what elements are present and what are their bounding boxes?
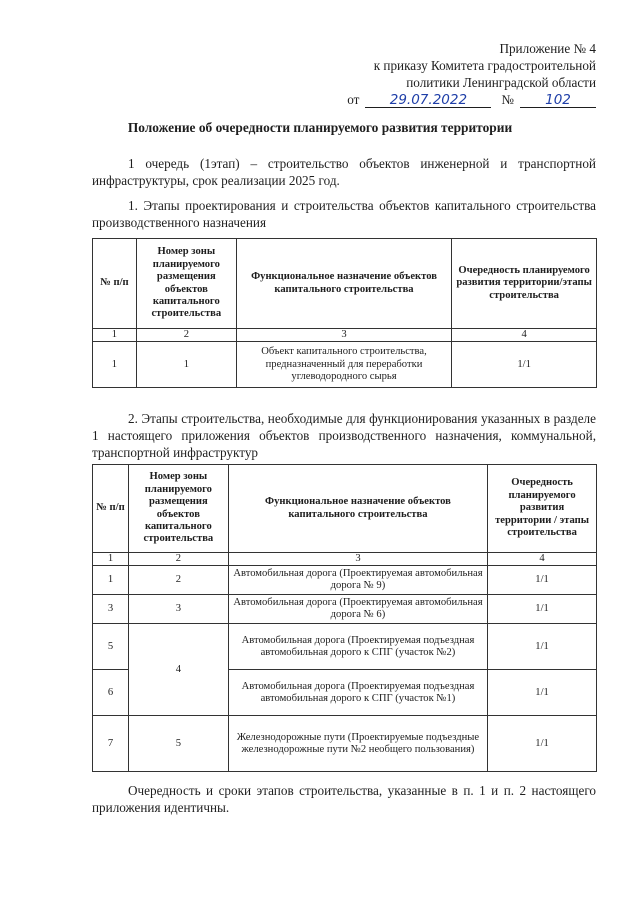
table-stage-2 <box>92 464 597 772</box>
order-number: 102 <box>520 93 596 108</box>
row-zone-merged: 4 <box>128 624 228 716</box>
order-date-line <box>347 91 596 108</box>
document-title: Положение об очередности планируемого развития территории <box>127 120 513 135</box>
table-2-colnum: 4 <box>488 553 597 566</box>
row-function: Автомобильная дорога (Проектируемая подъездная автомобильная дорого к СПГ (участок №2) <box>228 624 487 670</box>
row-function: Объект капитального строительства, предназначенный для переработки углеводородного сырья <box>236 342 451 388</box>
table-row <box>93 624 597 670</box>
row-function: Автомобильная дорога (Проектируемая автомобильная дорога № 9) <box>228 566 487 595</box>
table-2-header-function: Функциональное назначение объектов капитального строительства <box>228 465 487 553</box>
table-1-colnum: 1 <box>93 329 137 342</box>
appendix-line-3: политики Ленинградской области <box>406 75 596 90</box>
row-num: 1 <box>93 342 137 388</box>
table-2-header-num: № п/п <box>93 465 129 553</box>
table-1-colnum: 3 <box>236 329 451 342</box>
row-num: 1 <box>93 566 129 595</box>
row-zone: 3 <box>128 595 228 624</box>
table-1-header-stage: Очередность планируемого развития территории/этапы строительства <box>452 239 597 329</box>
table-1-colnum: 4 <box>452 329 597 342</box>
row-zone: 1 <box>136 342 236 388</box>
table-1-header-num: № п/п <box>93 239 137 329</box>
row-num: 7 <box>93 716 129 772</box>
appendix-line-2: к приказу Комитета градостроительной <box>373 58 596 73</box>
row-zone: 2 <box>128 566 228 595</box>
row-stage: 1/1 <box>488 624 597 670</box>
row-zone: 5 <box>128 716 228 772</box>
row-stage: 1/1 <box>488 595 597 624</box>
closing-paragraph: Очередность и сроки этапов строительства, указанные в п. 1 и п. 2 настоящего приложения идентичны. <box>92 783 596 815</box>
row-function: Автомобильная дорога (Проектируемая автомобильная дорога № 6) <box>228 595 487 624</box>
table-row <box>93 566 597 595</box>
number-prefix: № <box>501 92 514 107</box>
intro-paragraph: 1 очередь (1этап) – строительство объектов инженерной и транспортной инфраструктуры, срок реализации 2025 год. <box>92 156 596 188</box>
row-function: Железнодорожные пути (Проектируемые подъездные железнодорожные пути №2 необщего пользования) <box>228 716 487 772</box>
date-prefix: от <box>347 92 360 107</box>
table-2-header-row <box>93 465 597 553</box>
appendix-line-1: Приложение № 4 <box>499 41 596 56</box>
row-num: 3 <box>93 595 129 624</box>
table-1-header-zone: Номер зоны планируемого размещения объектов капитального строительства <box>136 239 236 329</box>
row-function: Автомобильная дорога (Проектируемая подъездная автомобильная дорого к СПГ (участок №1) <box>228 670 487 716</box>
table-2-colnum: 2 <box>128 553 228 566</box>
table-2-column-numbers <box>93 553 597 566</box>
table-2-colnum: 1 <box>93 553 129 566</box>
table-row <box>93 716 597 772</box>
table-stage-1 <box>92 238 597 388</box>
table-2-colnum: 3 <box>228 553 487 566</box>
section-2-heading: 2. Этапы строительства, необходимые для функционирования указанных в разделе 1 настоящего приложения объектов производственного назначения, коммунальной, транспортной инфраструктур <box>92 411 596 460</box>
table-1-colnum: 2 <box>136 329 236 342</box>
table-1-column-numbers <box>93 329 597 342</box>
row-stage: 1/1 <box>488 670 597 716</box>
order-date: 29.07.2022 <box>365 93 491 108</box>
appendix-header <box>347 40 596 108</box>
row-stage: 1/1 <box>452 342 597 388</box>
table-1-header-row <box>93 239 597 329</box>
table-row <box>93 595 597 624</box>
section-1-heading: 1. Этапы проектирования и строительства объектов капитального строительства производственного назначения <box>92 198 596 230</box>
table-row <box>93 342 597 388</box>
table-2-header-zone: Номер зоны планируемого размещения объектов капитального строительства <box>128 465 228 553</box>
row-stage: 1/1 <box>488 566 597 595</box>
table-1-header-function: Функциональное назначение объектов капитального строительства <box>236 239 451 329</box>
row-stage: 1/1 <box>488 716 597 772</box>
table-2-header-stage: Очередность планируемого развития территории / этапы строительства <box>488 465 597 553</box>
row-num: 6 <box>93 670 129 716</box>
row-num: 5 <box>93 624 129 670</box>
